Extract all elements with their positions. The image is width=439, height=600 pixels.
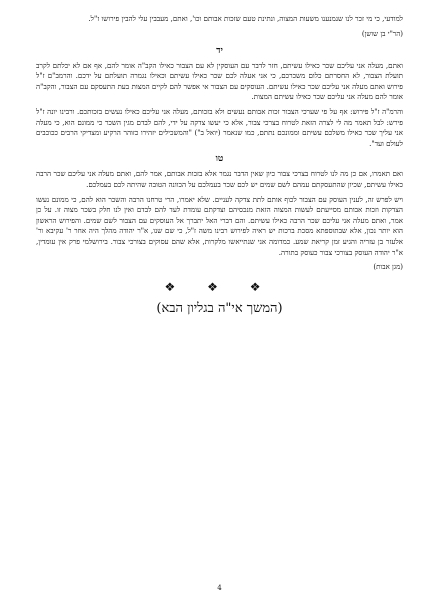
section-1-paragraph-1: ואתם, מעלה אני עליכם שכר כאילו עשיתם, חזר לדבר עם העוסקין לא עם הצבור כאילו הקב"ה אומר להם, אף אם לא יכלתם לקרב תועלת הצבור, לא החסרתם כלום משכרכם, כי אני אעלה לכם שכר כאילו עשיתם וכאילו נגמרה תועלתם על ידכם. והרמב"ם ז"ל פירוש ואתם מעלה אני עליכם שכר כאילו עשיתם. העוסקים עם הצבור אי אפשר להם לקיים המצות בעת התעסקם עם הצבור, והקב"ה אומר להם מעלה אני עליכם שכר כאילו עשיתם המצות. [36, 60, 403, 102]
page-number: 4 [217, 584, 222, 592]
section-2-paragraph-1: ואם תאמרו, אם כן מה לנו לטרוח בצרכי צבור כיון שאין הדבר נגמר אלא בזכות אבותם, אמר להם, ואתם מעלה אני עליכם שכר הרבה כאילו עשיתם, שכיון שהתעסקתם עמהם לשם שמים יש לכם שכר בעמלכם על הכוונה הטובה שהיתה לכם בעמלכם. [36, 169, 403, 189]
section-2-paragraph-2: ויש לפרש זה, לענין העוסק עם הצבור לכוף אותם לתת צדקה לעניים. שלא יאמרו, הרי טרחנו הרבה והשכר הוא להם, כי ממונם נעשו הצדקות וזכות אבותם מסייעתם לעשות המצוה הזאת מנכסיהם וצדקתם עומדת לעד להם לבדם ואין לנו חלק בשכר מצוה זו. על כן אמר, ואתם מעלה אני עליכם שכר הרבה כאילו עשיתם. והם דברי האל יתברך אל העוסקים עם הצבור לשם שמים. והפירוש הראשון הוא יותר נכון, אלא שבתוספתא מסכת ברכות יש ראיה לפירוש רבינו משה ז"ל, כי שם שנו, א"ר יהודה מהלך היה אחר ר' עקיבא ור' אלעזר בן עזריה והגיע זמן קריאת שמע. כמדומה אני שנתייאשו מלקרות, אלא שהם עסוקים בצורכי צבור. בירושלמי פרק אין עומדין, א"ר יהודה העוסק בצורכי צבור כעוסק בתורה. [36, 194, 403, 257]
continued-note: (המשך אי"ה בגליון הבא) [156, 301, 283, 317]
top-paragraph: למודעי, כי מי זכר לנו שנמנענו משעות המצוה, ונתינת טעם שזכות אבותם וכו', ואתם, מעבבין עלי להבין פירושו ז"ל. [88, 14, 403, 23]
source-citation-2: (מגן אבות) [373, 263, 403, 272]
section-1-paragraph-2: והרמ"ה ז"ל פירוש: אף על פי שערכי הצבור זכות אבותם נעשים ולא בזכותם, מעלה אני עליכם כאילו נעשים בזכותכם. ורבינו יונה ז"ל פירש: לבל תאמר מה לי לצרה הזאת לטרוח בצרכי צבור, אלא כי יעשו צדקה על ידי, להם לבדם מגין השכר כי ממונם הוא, כי מעלה אני עליך שכר כאילו משלכם עשיתם וממונכם נתתם, כמו שנאמר (יואל ב") "והמשכילים יזהירו כזוהר הרקיע ומצדיקי הרבים ככוכבים לעולם ועד". [36, 106, 403, 148]
source-citation-1: (הר"י בן שושן) [361, 29, 403, 38]
section-heading-2: טו [215, 154, 224, 165]
section-heading-1: יד [216, 45, 223, 56]
ornament-divider: ❖ ❖ ❖ [164, 280, 275, 295]
